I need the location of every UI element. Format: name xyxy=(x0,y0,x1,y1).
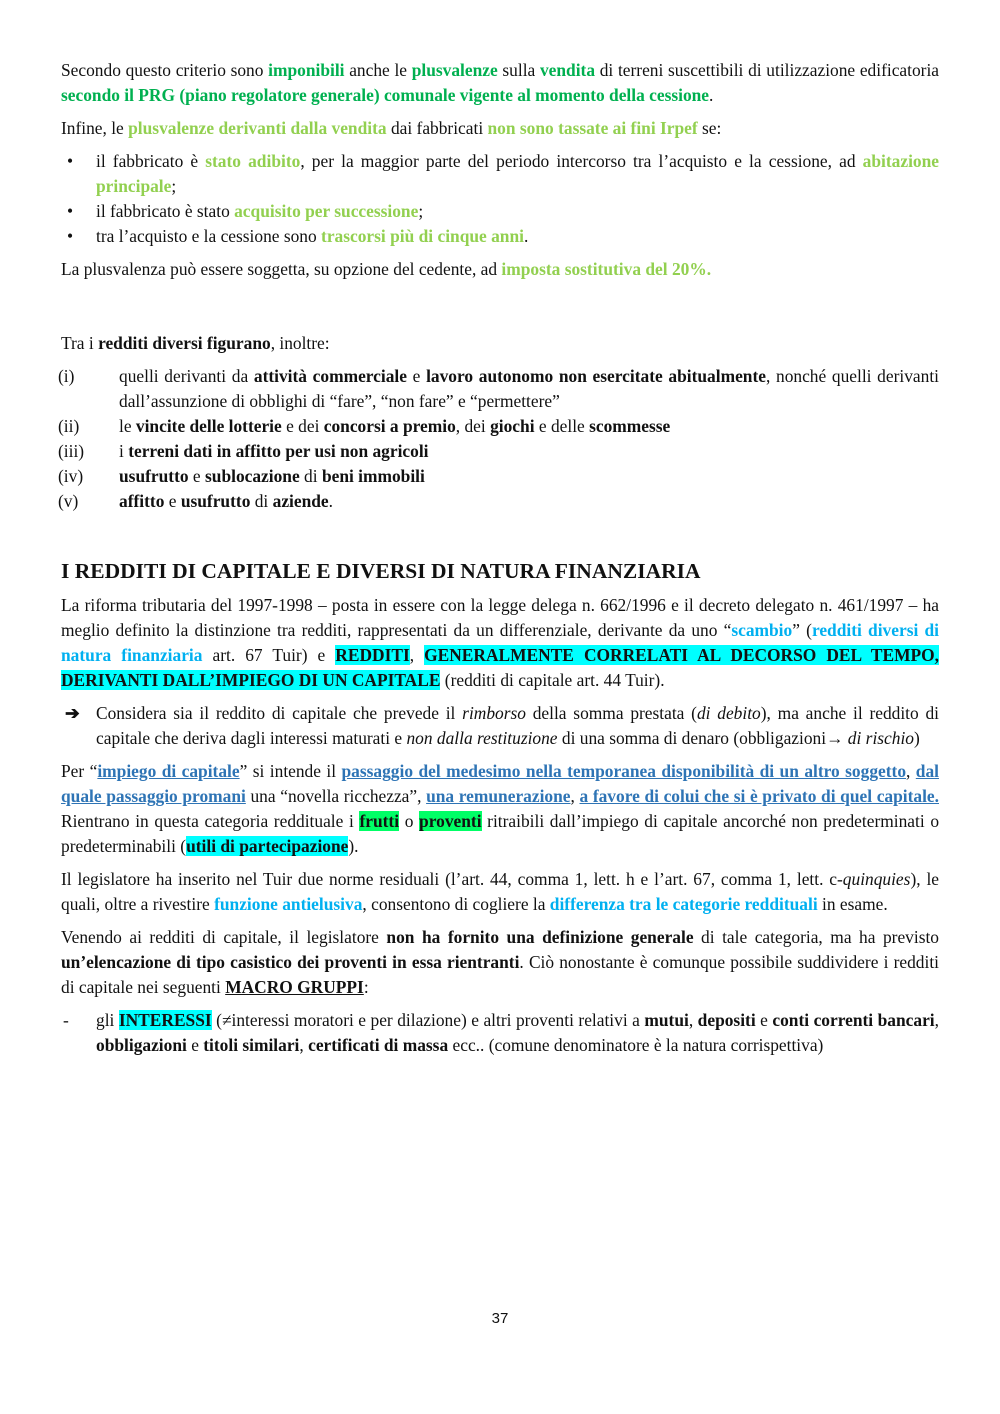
text: quelli derivanti da xyxy=(119,366,254,386)
text: ; xyxy=(418,201,424,221)
bold-text: certificati di massa xyxy=(308,1035,449,1055)
text: , xyxy=(409,645,425,665)
text: e dei xyxy=(281,416,324,436)
bold-text: attività commerciale xyxy=(253,366,407,386)
paragraph-redditi-diversi xyxy=(61,331,939,356)
text: . xyxy=(328,491,334,511)
text: di xyxy=(250,491,273,511)
text: di xyxy=(299,466,322,486)
bold-text: sublocazione xyxy=(205,466,300,486)
list-number: (ii) xyxy=(58,416,80,436)
underlined-text: dal quale passaggio promani xyxy=(61,761,939,806)
text: ), ma anche il reddito di capitale che deriva dagli interessi maturati e xyxy=(96,703,940,748)
bold-text: titoli similari xyxy=(203,1035,300,1055)
bold-underlined-text: MACRO GRUPPI xyxy=(225,977,364,997)
list-number: (i) xyxy=(58,366,75,386)
text: , nonché quelli derivanti dall’assunzione di obblighi di “fare”, “non fare” e “permettere” xyxy=(119,366,939,411)
underlined-text: passaggio del medesimo nella temporanea disponibilità di un altro soggetto xyxy=(341,761,907,781)
highlight-redditi: REDDITI xyxy=(335,645,410,665)
text: di terreni suscettibili di utilizzazione edificatoria xyxy=(595,60,940,80)
list-item xyxy=(61,199,939,224)
text: : xyxy=(363,977,369,997)
highlight-plusvalenze-vendita: plusvalenze derivanti dalla vendita xyxy=(128,118,387,138)
highlight: acquisito per successione xyxy=(234,201,419,221)
text: in esame. xyxy=(817,894,888,914)
text: Rientrano in questa categoria reddituale i xyxy=(61,811,360,831)
highlight-interessi: INTERESSI xyxy=(118,1010,212,1030)
bold-text: redditi diversi figurano xyxy=(98,333,271,353)
highlight: stato adibito xyxy=(205,151,301,171)
bold-text: scommesse xyxy=(589,416,671,436)
highlight-proventi: proventi xyxy=(419,811,482,831)
bold-text: vincite delle lotterie xyxy=(135,416,282,436)
text: ” si intende il xyxy=(239,761,342,781)
text: tra l’acquisto e la cessione sono xyxy=(96,226,322,246)
bold-text: non ha fornito una definizione generale xyxy=(386,927,694,947)
highlight: abitazione principale xyxy=(96,151,939,196)
dash-list-item xyxy=(61,1008,939,1058)
text: e xyxy=(188,466,205,486)
paragraph-norme-residuali xyxy=(61,867,939,917)
text: se: xyxy=(697,118,722,138)
text: i xyxy=(119,441,129,461)
list-item xyxy=(58,489,939,514)
highlight-antielusiva: funzione antielusiva xyxy=(214,894,363,914)
bold-text: aziende xyxy=(272,491,329,511)
paragraph-plusvalenze-fabbricati xyxy=(61,116,939,141)
text: , per la maggior parte del periodo intercorso tra l’acquisto e la cessione, ad xyxy=(300,151,863,171)
paragraph-imposta-sostitutiva xyxy=(61,257,939,282)
text: dai fabbricati xyxy=(386,118,488,138)
list-item xyxy=(58,364,939,414)
text: ritraibili dall’impiego di capitale ancorché non predeterminati o predeterminabili ( xyxy=(61,811,940,856)
text: sulla xyxy=(497,60,540,80)
text: La plusvalenza può essere soggetta, su opzione del cedente, ad xyxy=(61,259,502,279)
page-number: 37 xyxy=(491,1310,509,1327)
highlight-utili: utili di partecipazione xyxy=(186,836,349,856)
bold-text: conti correnti bancari xyxy=(772,1010,935,1030)
bold-text: concorsi a premio xyxy=(323,416,456,436)
text: , xyxy=(570,786,580,806)
text: art. 67 Tuir) e xyxy=(202,645,336,665)
bullet-list xyxy=(61,149,939,249)
text: , xyxy=(906,761,916,781)
paragraph-prg xyxy=(61,58,939,108)
paragraph-macro-gruppi xyxy=(61,925,939,1000)
text: e xyxy=(755,1010,773,1030)
highlight-imposta: imposta sostitutiva del 20%. xyxy=(501,259,712,279)
bold-text: terreni dati in affitto per usi non agricoli xyxy=(128,441,429,461)
highlight-vendita: vendita xyxy=(539,60,596,80)
bold-text: mutui xyxy=(644,1010,689,1030)
bold-text: un’elencazione di tipo casistico dei proventi in essa rientranti xyxy=(61,952,520,972)
text: , inoltre: xyxy=(270,333,330,353)
text: il fabbricato è xyxy=(96,151,206,171)
text: ), le quali, oltre a rivestire xyxy=(61,869,939,914)
document-page xyxy=(58,58,940,1058)
underlined-text: una remunerazione xyxy=(426,786,571,806)
text: , consentono di cogliere la xyxy=(362,894,550,914)
text: (redditi di capitale art. 44 Tuir). xyxy=(440,670,665,690)
text: o xyxy=(399,811,420,831)
text: ; xyxy=(171,176,177,196)
text: una “novella ricchezza”, xyxy=(245,786,427,806)
text: il fabbricato è stato xyxy=(96,201,235,221)
section-heading: I REDDITI DI CAPITALE E DIVERSI DI NATURA FINANZIARIA xyxy=(61,559,701,583)
bold-text: lavoro autonomo non esercitate abitualmente xyxy=(426,366,766,386)
highlight-plusvalenze: plusvalenze xyxy=(411,60,498,80)
bold-text: usufrutto xyxy=(180,491,251,511)
list-number: (iv) xyxy=(58,466,84,486)
italic-text: di debito xyxy=(696,703,761,723)
highlight-redditi-diversi: redditi diversi di natura finanziaria xyxy=(61,620,939,665)
text: Infine, le xyxy=(61,118,129,138)
text: , xyxy=(688,1010,698,1030)
text: ) xyxy=(913,728,920,748)
text: le xyxy=(119,416,136,436)
dash-marker: - xyxy=(63,1010,69,1030)
bold-text: usufrutto xyxy=(119,466,189,486)
text: anche le xyxy=(344,60,412,80)
bold-text: depositi xyxy=(697,1010,756,1030)
text: ” ( xyxy=(792,620,812,640)
bold-text: affitto xyxy=(119,491,165,511)
bullet-icon: • xyxy=(67,201,74,221)
roman-list xyxy=(58,364,939,514)
bold-text: giochi xyxy=(490,416,535,436)
text: (≠interessi moratori e per dilazione) e altri proventi relativi a xyxy=(211,1010,645,1030)
highlight-generalmente-correlati: GENERALMENTE CORRELATI AL DECORSO DEL TEMPO, DERIVANTI DALL’IMPIEGO DI UN CAPITALE xyxy=(61,645,940,690)
text: , dei xyxy=(455,416,491,436)
arrow-list-item xyxy=(61,701,939,751)
text: Considera sia il reddito di capitale che prevede il xyxy=(96,703,463,723)
highlight-imponibili: imponibili xyxy=(268,60,345,80)
text: e xyxy=(406,366,427,386)
text: e xyxy=(186,1035,204,1055)
paragraph-riforma xyxy=(61,593,939,693)
bullet-icon: • xyxy=(67,226,74,246)
text: . xyxy=(523,226,529,246)
list-item xyxy=(58,414,939,439)
italic-text: quinquies xyxy=(842,869,911,889)
text: Il legislatore ha inserito nel Tuir due norme residuali (l’art. 44, comma 1, lett. h e l’art. 67, comma 1, lett. c- xyxy=(61,869,843,889)
text: Secondo questo criterio sono xyxy=(61,60,269,80)
text: e xyxy=(164,491,181,511)
text: e delle xyxy=(534,416,590,436)
list-number: (iii) xyxy=(58,441,85,461)
arrow-right-icon: ➔ xyxy=(65,703,80,723)
text: ). xyxy=(348,836,359,856)
list-item xyxy=(61,224,939,249)
highlight-prg: secondo il PRG (piano regolatore generale) comunale vigente al momento della cessione xyxy=(61,85,710,105)
highlight-scambio: scambio xyxy=(731,620,793,640)
highlight-non-tassate: non sono tassate ai fini Irpef xyxy=(487,118,698,138)
list-item xyxy=(58,464,939,489)
text: Tra i xyxy=(61,333,99,353)
highlight: trascorsi più di cinque anni xyxy=(321,226,524,246)
list-item xyxy=(58,439,939,464)
paragraph-impiego-capitale xyxy=(61,759,939,859)
text: di tale categoria, ma ha previsto xyxy=(693,927,939,947)
text: di una somma di denaro (obbligazioni xyxy=(557,728,827,748)
text: , xyxy=(299,1035,309,1055)
bold-text: beni immobili xyxy=(321,466,425,486)
text: . Ciò nonostante è comunque possibile suddividere i redditi di capitale nei seguenti xyxy=(61,952,939,997)
text: La riforma tributaria del 1997-1998 – posta in essere con la legge delega n. 662/1996 e il decreto delegato n. 461/1997 – ha meglio definito la distinzione tra redditi, rappresentati da un differenziale, derivante da uno “ xyxy=(61,595,939,640)
text: Venendo ai redditi di capitale, il legislatore xyxy=(61,927,387,947)
text: della somma prestata ( xyxy=(525,703,697,723)
text: . xyxy=(709,85,714,105)
list-number: (v) xyxy=(58,491,79,511)
italic-text: rimborso xyxy=(462,703,526,723)
italic-text: di rischio xyxy=(843,728,914,748)
italic-text: non dalla restituzione xyxy=(406,728,558,748)
text: , xyxy=(934,1010,939,1030)
list-item xyxy=(61,149,939,199)
bullet-icon: • xyxy=(67,151,74,171)
underlined-text: a favore di colui che si è privato di quel capitale. xyxy=(579,786,939,806)
arrow-inline-icon: → xyxy=(826,728,844,748)
underlined-text: impiego di capitale xyxy=(97,761,240,781)
highlight-differenza: differenza tra le categorie reddituali xyxy=(549,894,818,914)
text: Per “ xyxy=(61,761,98,781)
highlight-frutti: frutti xyxy=(359,811,400,831)
bold-text: obbligazioni xyxy=(96,1035,187,1055)
text: gli xyxy=(96,1010,119,1030)
text: ecc.. (comune denominatore è la natura corrispettiva) xyxy=(448,1035,824,1055)
